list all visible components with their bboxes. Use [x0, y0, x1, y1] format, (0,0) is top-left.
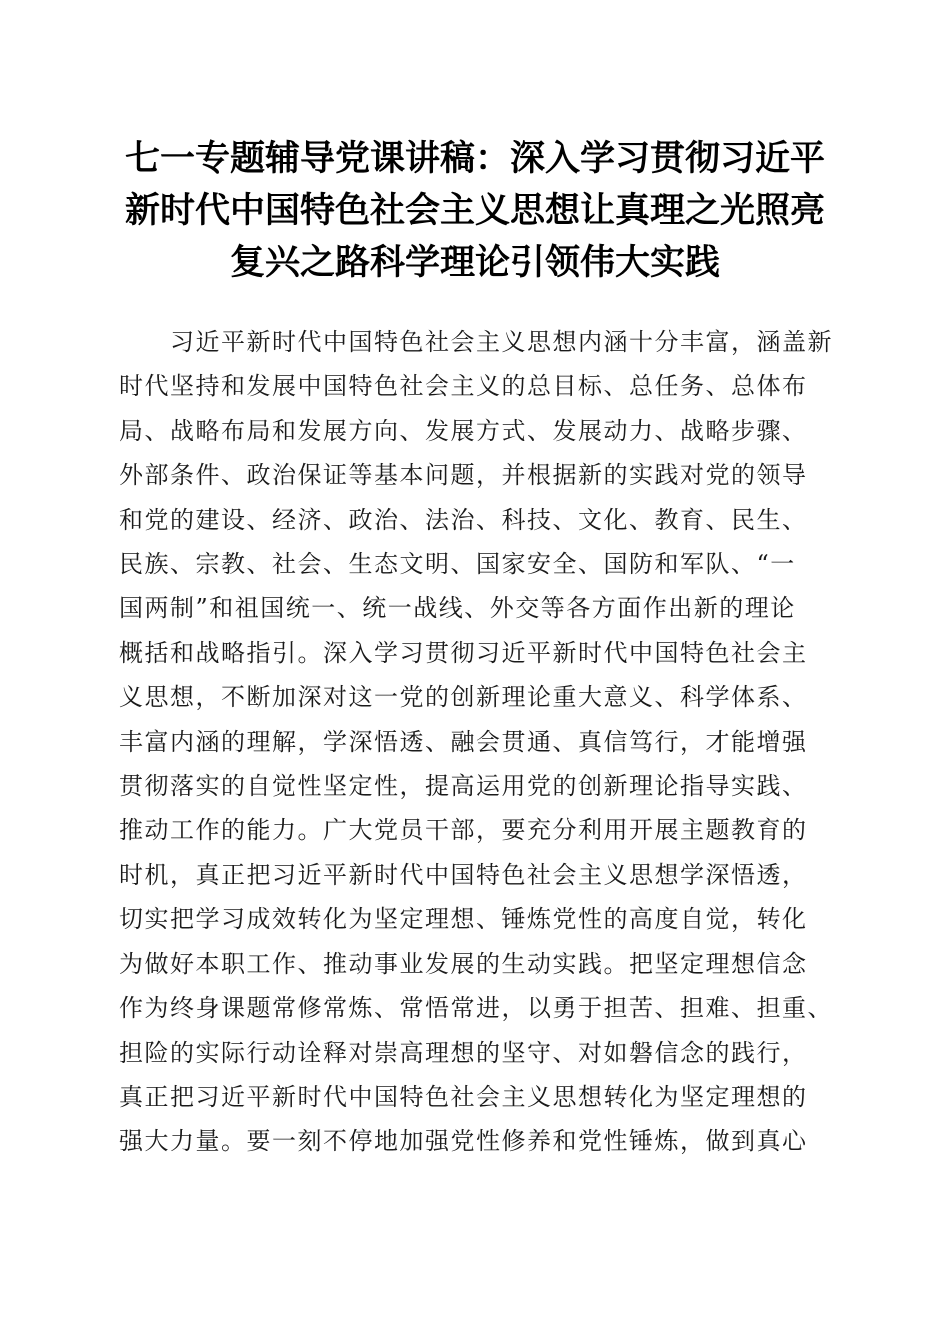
title-line: 新时代中国特色社会主义思想让真理之光照亮 [124, 190, 825, 231]
text-line: 民族、宗教、社会、生态文明、国家安全、国防和军队、“一 [119, 550, 796, 579]
text-line: 贯彻落实的自觉性坚定性，提高运用党的创新理论指导实践、 [119, 772, 808, 801]
body-paragraph [119, 320, 839, 1164]
title-line: 复兴之路科学理论引领伟大实践 [229, 242, 720, 283]
text-line: 国两制”和祖国统一、统一战线、外交等各方面作出新的理论 [119, 594, 796, 623]
text-line: 概括和战略指引。深入学习贯彻习近平新时代中国特色社会主 [119, 638, 808, 667]
text-line: 为做好本职工作、推动事业发展的生动实践。把坚定理想信念 [119, 949, 808, 978]
text-line: 切实把学习成效转化为坚定理想、锤炼党性的高度自觉，转化 [119, 905, 808, 934]
text-line: 担险的实际行动诠释对崇高理想的坚守、对如磐信念的践行， [119, 1038, 808, 1067]
text-line: 丰富内涵的理解，学深悟透、融会贯通、真信笃行，才能增强 [119, 727, 808, 756]
text-line: 习近平新时代中国特色社会主义思想内涵十分丰富，涵盖新 [119, 328, 833, 356]
text-line: 义思想，不断加深对这一党的创新理论重大意义、科学体系、 [119, 683, 808, 712]
text-line: 作为终身课题常修常炼、常悟常进，以勇于担苦、担难、担重、 [119, 994, 833, 1023]
text-line: 强大力量。要一刻不停地加强党性修养和党性锤炼，做到真心 [119, 1127, 808, 1156]
title-line: 七一专题辅导党课讲稿：深入学习贯彻习近平 [124, 138, 825, 179]
text-line: 外部条件、政治保证等基本问题，并根据新的实践对党的领导 [119, 461, 808, 490]
text-line: 时代坚持和发展中国特色社会主义的总目标、总任务、总体布 [119, 372, 808, 401]
text-line: 局、战略布局和发展方向、发展方式、发展动力、战略步骤、 [119, 416, 808, 445]
text-line: 时机，真正把习近平新时代中国特色社会主义思想学深悟透， [119, 860, 808, 889]
document-title [100, 133, 850, 289]
text-line: 真正把习近平新时代中国特色社会主义思想转化为坚定理想的 [119, 1082, 808, 1111]
text-line: 和党的建设、经济、政治、法治、科技、文化、教育、民生、 [119, 505, 808, 534]
text-line: 推动工作的能力。广大党员干部，要充分利用开展主题教育的 [119, 816, 808, 845]
